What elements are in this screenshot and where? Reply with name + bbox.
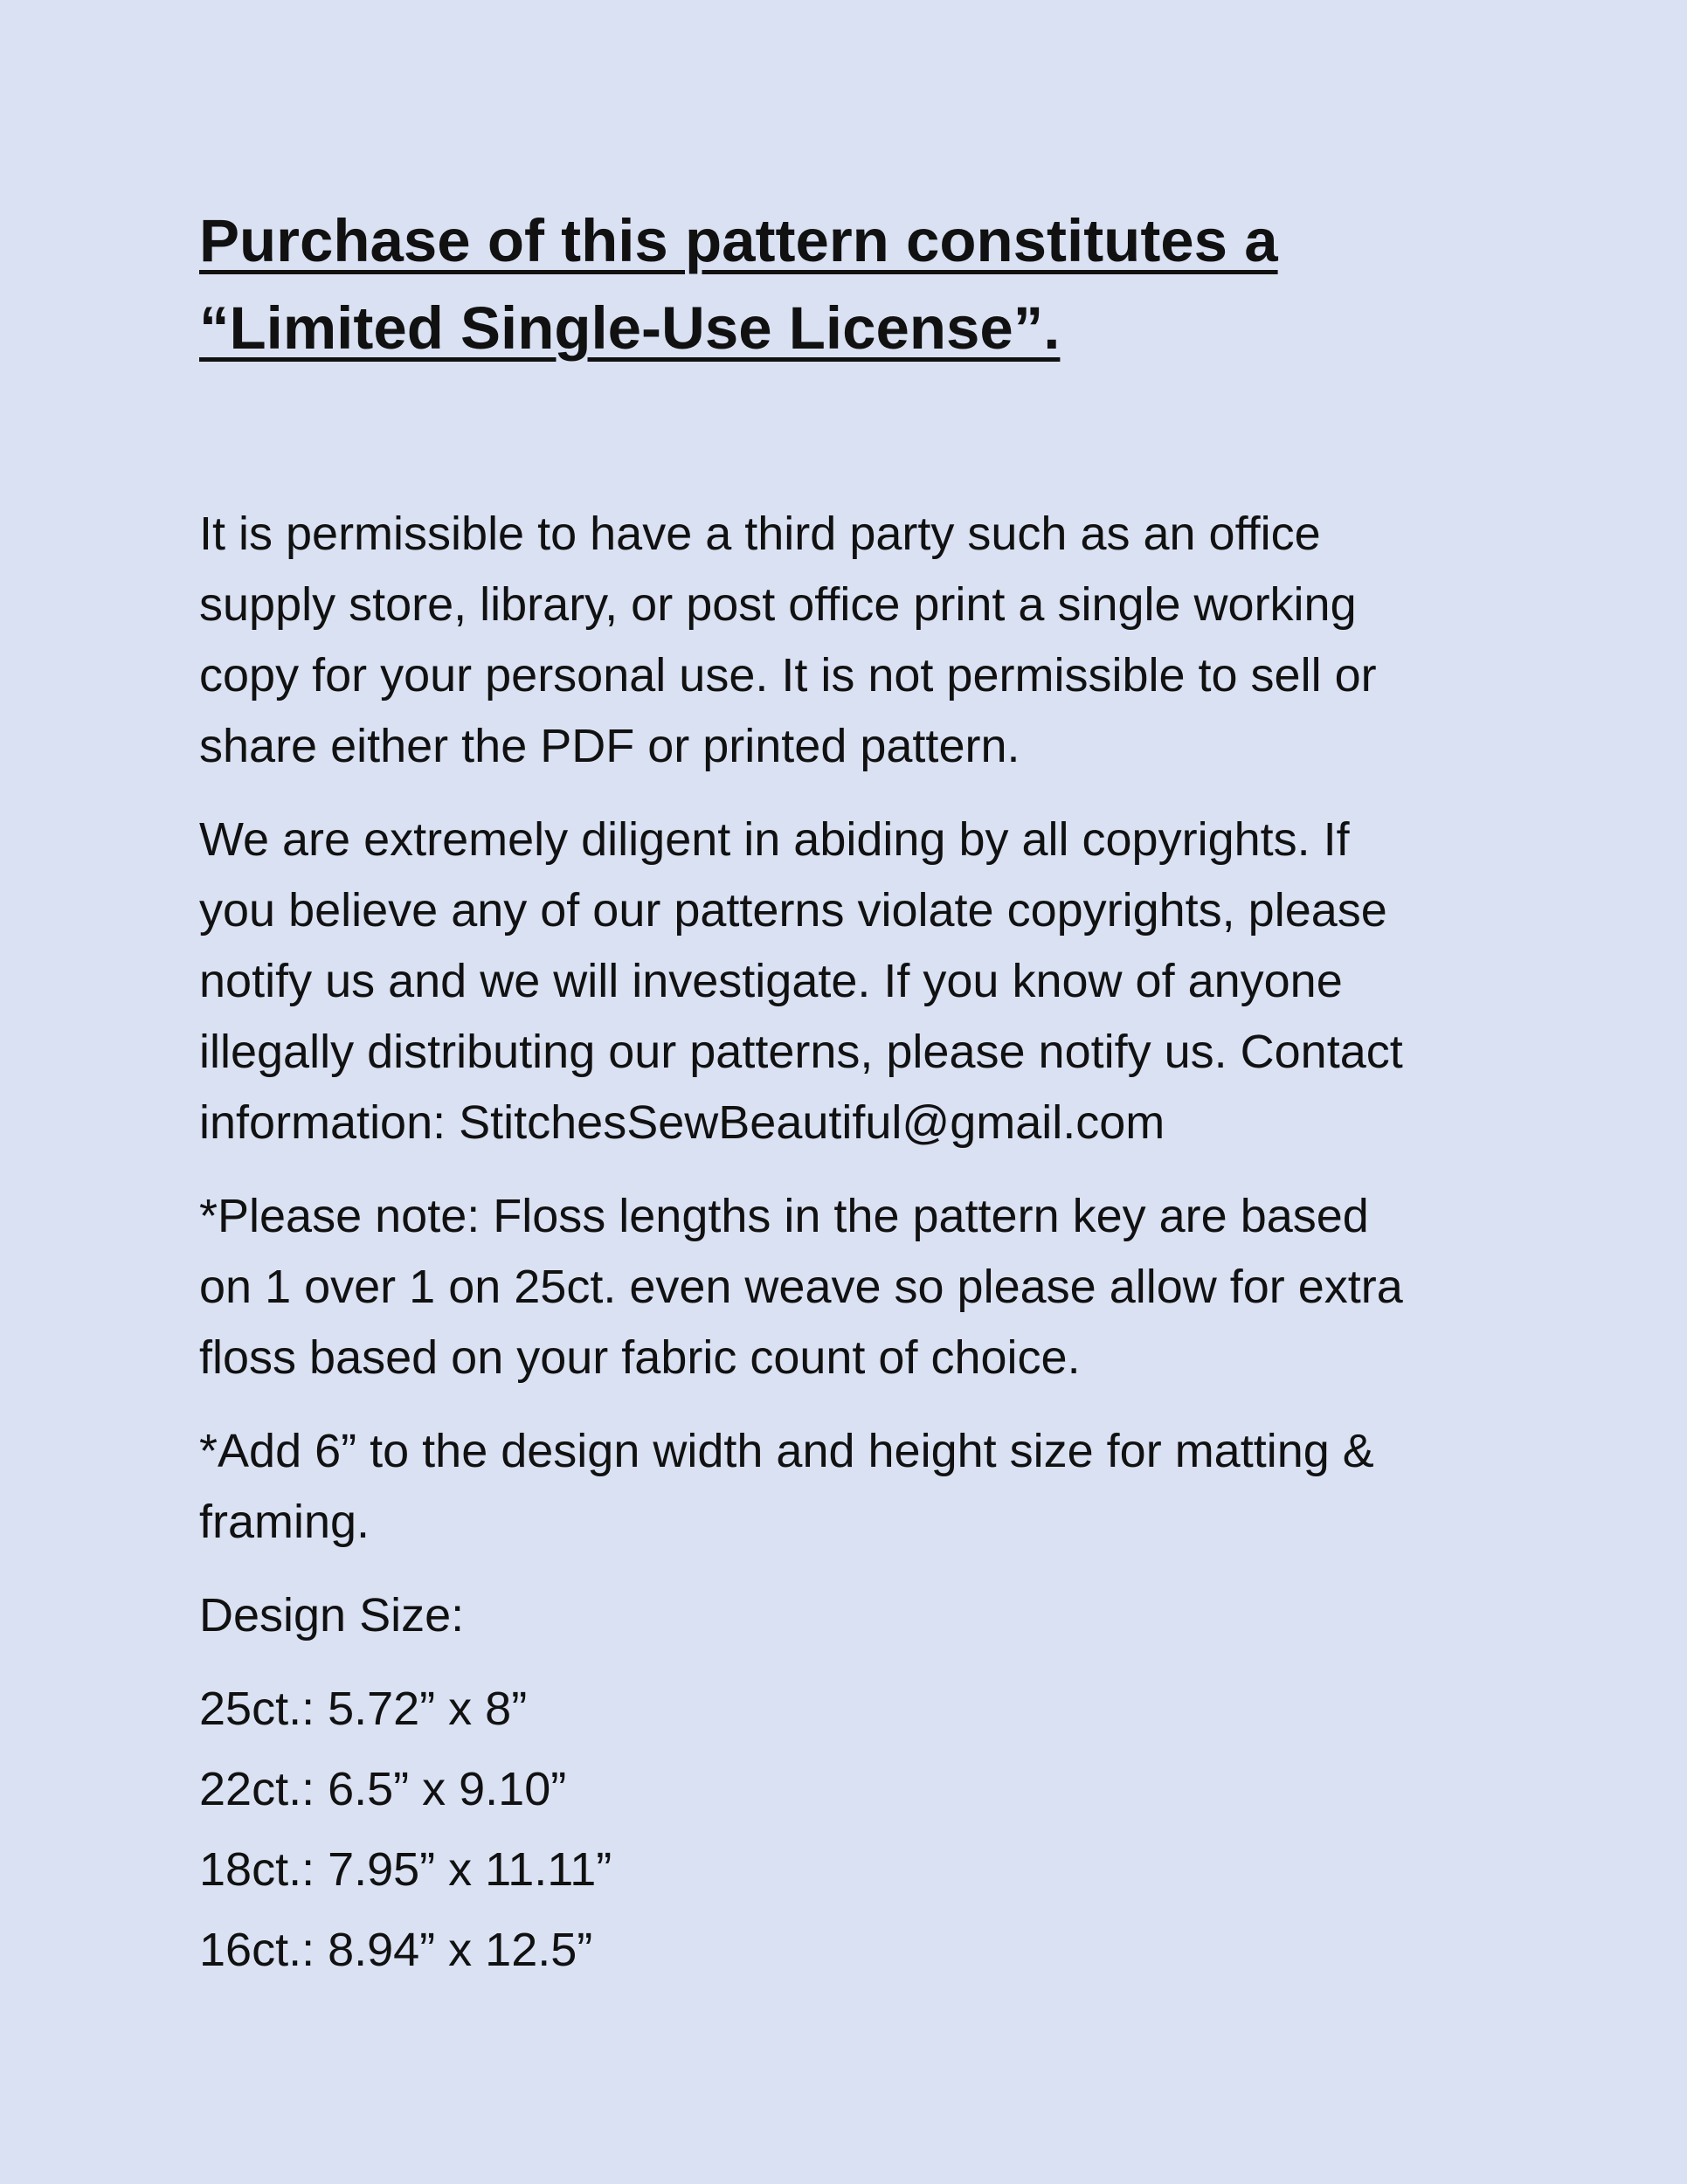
paragraph-line: *Please note: Floss lengths in the pattern key are based bbox=[199, 1190, 1369, 1242]
paragraph-line: you believe any of our patterns violate copyrights, please bbox=[199, 884, 1387, 936]
print-permission-paragraph bbox=[199, 499, 1510, 782]
matting-note-paragraph bbox=[199, 1416, 1510, 1558]
copyright-paragraph bbox=[199, 805, 1510, 1158]
paragraph-line: share either the PDF or printed pattern. bbox=[199, 720, 1020, 772]
paragraph-line: It is permissible to have a third party such as an office bbox=[199, 508, 1321, 560]
design-size-item: 22ct.: 6.5” x 9.10” bbox=[199, 1763, 567, 1815]
paragraph-line: supply store, library, or post office print a single working bbox=[199, 578, 1357, 631]
floss-note-paragraph bbox=[199, 1181, 1510, 1393]
paragraph-line: floss based on your fabric count of choice. bbox=[199, 1331, 1081, 1384]
document-body bbox=[199, 499, 1510, 1995]
design-size-item: 16ct.: 8.94” x 12.5” bbox=[199, 1924, 593, 1976]
paragraph-line: information: StitchesSewBeautiful@gmail.com bbox=[199, 1096, 1165, 1149]
design-size-label: Design Size: bbox=[199, 1589, 465, 1641]
paragraph-line: notify us and we will investigate. If you know of anyone bbox=[199, 955, 1343, 1007]
paragraph-line: We are extremely diligent in abiding by all copyrights. If bbox=[199, 813, 1350, 866]
design-size-list bbox=[199, 1674, 1510, 1986]
paragraph-line: *Add 6” to the design width and height size for matting & bbox=[199, 1425, 1374, 1477]
license-heading bbox=[199, 197, 1510, 372]
heading-line: “Limited Single-Use License”. bbox=[199, 294, 1061, 362]
heading-line: Purchase of this pattern constitutes a bbox=[199, 207, 1278, 274]
design-size-item: 25ct.: 5.72” x 8” bbox=[199, 1683, 528, 1735]
paragraph-line: copy for your personal use. It is not permissible to sell or bbox=[199, 649, 1377, 702]
design-size-item: 18ct.: 7.95” x 11.11” bbox=[199, 1843, 612, 1896]
paragraph-line: on 1 over 1 on 25ct. even weave so please allow for extra bbox=[199, 1261, 1403, 1313]
paragraph-line: illegally distributing our patterns, please notify us. Contact bbox=[199, 1026, 1403, 1078]
paragraph-line: framing. bbox=[199, 1496, 370, 1548]
